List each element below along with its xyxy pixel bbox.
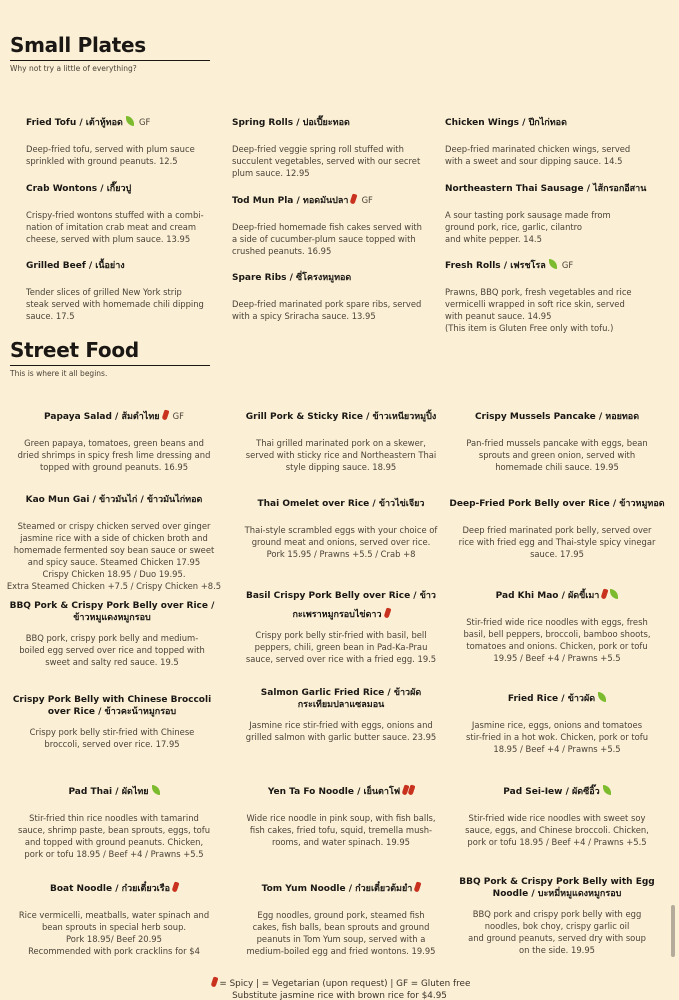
menu-item bbox=[232, 188, 442, 257]
item-name: Basil Crispy Pork Belly over Rice / ข้าวกะเพราหมูกรอบไข่ดาว bbox=[246, 591, 436, 620]
legend bbox=[0, 977, 679, 989]
item-description: Jasmine rice stir-fried with eggs, onions and grilled salmon with garlic butter sauce. 23.95 bbox=[245, 720, 437, 742]
menu-item bbox=[2, 404, 226, 473]
divider bbox=[10, 60, 210, 61]
gf-tag: GF bbox=[172, 411, 184, 421]
item-description: Deep-fried tofu, served with plum sauce sprinkled with ground peanuts. 12.5 bbox=[26, 144, 195, 166]
item-name: Pad Khi Mao / ผัดขี้เมา bbox=[495, 591, 600, 601]
menu-item bbox=[445, 176, 665, 245]
item-name: Salmon Garlic Fried Rice / ข้าวผัดกระเทียมปลาแซลมอน bbox=[260, 688, 422, 710]
leaf-icon bbox=[603, 785, 611, 795]
leaf-icon bbox=[152, 785, 160, 795]
item-name: BBQ Pork & Crispy Pork Belly over Rice / ข้าวหมูแดงหมูกรอบ bbox=[9, 601, 215, 623]
item-description: BBQ pork, crispy pork belly and medium- boiled egg served over rice and topped with sweet and salty red sauce. 19.5 bbox=[19, 633, 205, 667]
small-plates-header bbox=[10, 33, 210, 73]
item-description: Tender slices of grilled New York strip steak served with homemade chili dipping sauce. 17.5 bbox=[26, 287, 204, 321]
chili-pepper-icon bbox=[350, 193, 358, 204]
item-name: Tod Mun Pla / ทอดมันปลา bbox=[232, 196, 349, 206]
item-name: Pad Sei-Iew / ผัดซีอิ๊ว bbox=[503, 787, 600, 797]
item-name: Northeastern Thai Sausage / ไส้กรอกอีสาน bbox=[445, 184, 647, 194]
item-name: Thai Omelet over Rice / ข้าวไข่เจียว bbox=[257, 499, 425, 509]
item-description: Deep-fried veggie spring roll stuffed with succulent vegetables, served with our secret plum sauce. 12.95 bbox=[232, 144, 421, 178]
menu-item bbox=[12, 694, 212, 750]
item-description: Crispy-fried wontons stuffed with a combi- nation of imitation crab meat and cream cheese, served with plum sauce. 13.95 bbox=[26, 210, 204, 244]
chili-pepper-icon bbox=[210, 976, 218, 987]
item-name: Grilled Beef / เนื้อย่าง bbox=[26, 261, 125, 271]
item-description: Green papaya, tomatoes, green beans and dried shrimps in spicy fresh lime dressing and topped with ground peanuts. 16.95 bbox=[17, 438, 211, 472]
menu-item bbox=[452, 583, 662, 664]
menu-item bbox=[228, 876, 454, 957]
menu-item bbox=[228, 491, 454, 560]
menu-item bbox=[452, 686, 662, 755]
legend-text: = Spicy | = Vegetarian (upon request) | GF = Gluten free bbox=[219, 979, 471, 989]
item-name: Fried Rice / ข้าวผัด bbox=[507, 694, 596, 704]
leaf-icon bbox=[598, 692, 606, 702]
chili-pepper-icon bbox=[172, 881, 180, 892]
item-description: Thai grilled marinated pork on a skewer, served with sticky rice and Northeastern Thai style dipping sauce. 18.95 bbox=[245, 438, 437, 472]
item-description: A sour tasting pork sausage made from ground pork, rice, garlic, cilantro and white pepper. 14.5 bbox=[445, 210, 611, 244]
leaf-icon bbox=[549, 259, 557, 269]
section-subtitle: Why not try a little of everything? bbox=[10, 64, 137, 73]
item-description: Pan-fried mussels pancake with eggs, bean sprouts and green onion, served with homemade chili sauce. 19.95 bbox=[466, 438, 648, 472]
menu-item bbox=[246, 687, 436, 743]
item-name: Deep-Fried Pork Belly over Rice / ข้าวหมูทอด bbox=[449, 499, 665, 509]
item-name: Crispy Pork Belly with Chinese Broccoli over Rice / ข้าวคะน้าหมูกรอบ bbox=[12, 695, 212, 717]
item-description: Crispy pork belly stir-fried with Chinese broccoli, served over rice. 17.95 bbox=[29, 727, 195, 749]
item-name: Grill Pork & Sticky Rice / ข้าวเหนียวหมูปิ้ง bbox=[245, 412, 437, 422]
menu-item bbox=[445, 110, 665, 167]
menu-item bbox=[232, 110, 442, 179]
chili-pepper-icon bbox=[408, 784, 416, 795]
gf-tag: GF bbox=[561, 260, 574, 270]
item-name: Fried Tofu / เต้าหู้ทอด bbox=[26, 118, 123, 128]
chili-pepper-icon bbox=[161, 409, 169, 420]
menu-item bbox=[26, 110, 236, 167]
menu-item bbox=[26, 253, 236, 322]
menu-item bbox=[2, 600, 222, 668]
menu-item bbox=[452, 876, 662, 956]
item-name: Papaya Salad / ส้มตำไทย bbox=[44, 412, 160, 422]
item-name: BBQ Pork & Crispy Pork Belly with Egg Noodle / บะหมี่หมูแดงหมูกรอบ bbox=[459, 877, 655, 899]
menu-item bbox=[446, 491, 668, 560]
item-name: Pad Thai / ผัดไทย bbox=[68, 787, 149, 797]
item-description: Prawns, BBQ pork, fresh vegetables and rice vermicelli wrapped in soft rice skin, served with peanut sauce. 14.95 (This item is Gluten Free only with tofu.) bbox=[445, 287, 632, 333]
item-description: Steamed or crispy chicken served over ginger jasmine rice with a side of chicken broth and homemade fermented soy bean sauce or sweet and spicy sauce. Steamed Chicken 17.95 Crispy Chicken 18.95 / Duo 19.95. Extra Steamed Chicken +7.5 / Crispy Chicken +8.5 bbox=[6, 521, 222, 591]
chili-pepper-icon bbox=[414, 881, 422, 892]
item-description: Rice vermicelli, meatballs, water spinach and bean sprouts in special herb soup. Pork 18.95/ Beef 20.95 Recommended with pork cracklins for $4 bbox=[18, 910, 210, 956]
leaf-icon bbox=[126, 116, 134, 126]
item-name: Yen Ta Fo Noodle / เย็นตาโฟ bbox=[267, 787, 401, 797]
chili-pepper-icon bbox=[601, 588, 609, 599]
item-name: Kao Mun Gai / ข้าวมันไก่ / ข้าวมันไก่ทอด bbox=[25, 495, 203, 505]
scrollbar[interactable] bbox=[671, 905, 675, 957]
section-subtitle: This is where it all begins. bbox=[10, 369, 108, 378]
item-name: Tom Yum Noodle / ก๋วยเตี๋ยวต้มยำ bbox=[261, 884, 413, 894]
item-name: Spring Rolls / ปอเปี๊ยะทอด bbox=[232, 118, 350, 128]
menu-item bbox=[452, 779, 662, 848]
menu-item bbox=[0, 487, 228, 592]
item-description: Thai-style scrambled eggs with your choice of ground meat and onions, served over rice. Pork 15.95 / Prawns +5.5 / Crab +8 bbox=[244, 525, 438, 559]
chili-pepper-icon bbox=[383, 607, 391, 618]
section-title: Street Food bbox=[10, 338, 139, 362]
item-description: Stir-fried thin rice noodles with tamarind sauce, shrimp paste, bean sprouts, eggs, tofu and topped with ground peanuts. Chicken, pork or tofu 18.95 / Beef +4 / Prawns +5.5 bbox=[17, 813, 211, 859]
item-description: Wide rice noodle in pink soup, with fish balls, fish cakes, fried tofu, squid, tremella mush- rooms, and water spinach. 19.95 bbox=[246, 813, 436, 847]
menu-item bbox=[452, 404, 662, 473]
item-name: Spare Ribs / ซี่โครงหมูทอด bbox=[232, 273, 352, 283]
item-name: Fresh Rolls / เฟรชโรล bbox=[445, 261, 546, 271]
item-description: Egg noodles, ground pork, steamed fish cakes, fish balls, bean sprouts and ground peanuts in Tom Yum soup, served with a medium-boiled egg and fried wontons. 19.95 bbox=[246, 910, 436, 956]
menu-item bbox=[236, 583, 446, 665]
item-description: Crispy pork belly stir-fried with basil, bell peppers, chili, green bean in Pad-Ka-Prau sauce, served over rice with a fried egg. 19.5 bbox=[245, 630, 437, 664]
street-food-header bbox=[10, 338, 210, 378]
menu-item bbox=[228, 779, 454, 848]
section-title: Small Plates bbox=[10, 33, 146, 57]
menu-item bbox=[445, 253, 665, 334]
item-description: Stir-fried wide rice noodles with sweet soy sauce, eggs, and Chinese broccoli. Chicken, pork or tofu 18.95 / Beef +4 / Prawns +5.5 bbox=[465, 813, 649, 847]
item-description: BBQ pork and crispy pork belly with egg noodles, bok choy, crispy garlic oil and ground peanuts, served dry with soup on the side. 19.95 bbox=[468, 909, 646, 955]
item-description: Deep-fried homemade fish cakes served with a side of cucumber-plum sauce topped with crushed peanuts. 16.95 bbox=[232, 222, 422, 256]
menu-item bbox=[8, 876, 220, 957]
gf-tag: GF bbox=[138, 117, 151, 127]
item-description: Deep-fried marinated pork spare ribs, served with a spicy Sriracha sauce. 13.95 bbox=[232, 299, 422, 321]
item-name: Crispy Mussels Pancake / หอยทอด bbox=[474, 412, 640, 422]
item-description: Jasmine rice, eggs, onions and tomatoes stir-fried in a hot wok. Chicken, pork or tofu 18.95 / Beef +4 / Prawns +5.5 bbox=[465, 720, 649, 754]
item-description: Deep-fried marinated chicken wings, served with a sweet and sour dipping sauce. 14.5 bbox=[445, 144, 631, 166]
item-description: Stir-fried wide rice noodles with eggs, fresh basil, bell peppers, broccoli, bamboo shoots, tomatoes and onions. Chicken, pork or tofu 19.95 / Beef +4 / Prawns +5.5 bbox=[463, 617, 651, 663]
item-name: Crab Wontons / เกี๊ยวปู bbox=[26, 184, 132, 194]
item-name: Boat Noodle / ก๋วยเตี๋ยวเรือ bbox=[50, 884, 170, 894]
gf-tag: GF bbox=[361, 195, 373, 205]
menu-item bbox=[8, 779, 220, 860]
footer-note: Substitute jasmine rice with brown rice for $4.95 bbox=[232, 991, 447, 1000]
menu-item bbox=[232, 265, 442, 322]
leaf-icon bbox=[610, 589, 618, 599]
divider bbox=[10, 365, 210, 366]
menu-item bbox=[26, 176, 236, 245]
item-name: Chicken Wings / ปีกไก่ทอด bbox=[445, 118, 567, 128]
menu-item bbox=[228, 404, 454, 473]
item-description: Deep fried marinated pork belly, served over rice with fried egg and Thai-style spicy vinegar sauce. 17.95 bbox=[458, 525, 656, 559]
